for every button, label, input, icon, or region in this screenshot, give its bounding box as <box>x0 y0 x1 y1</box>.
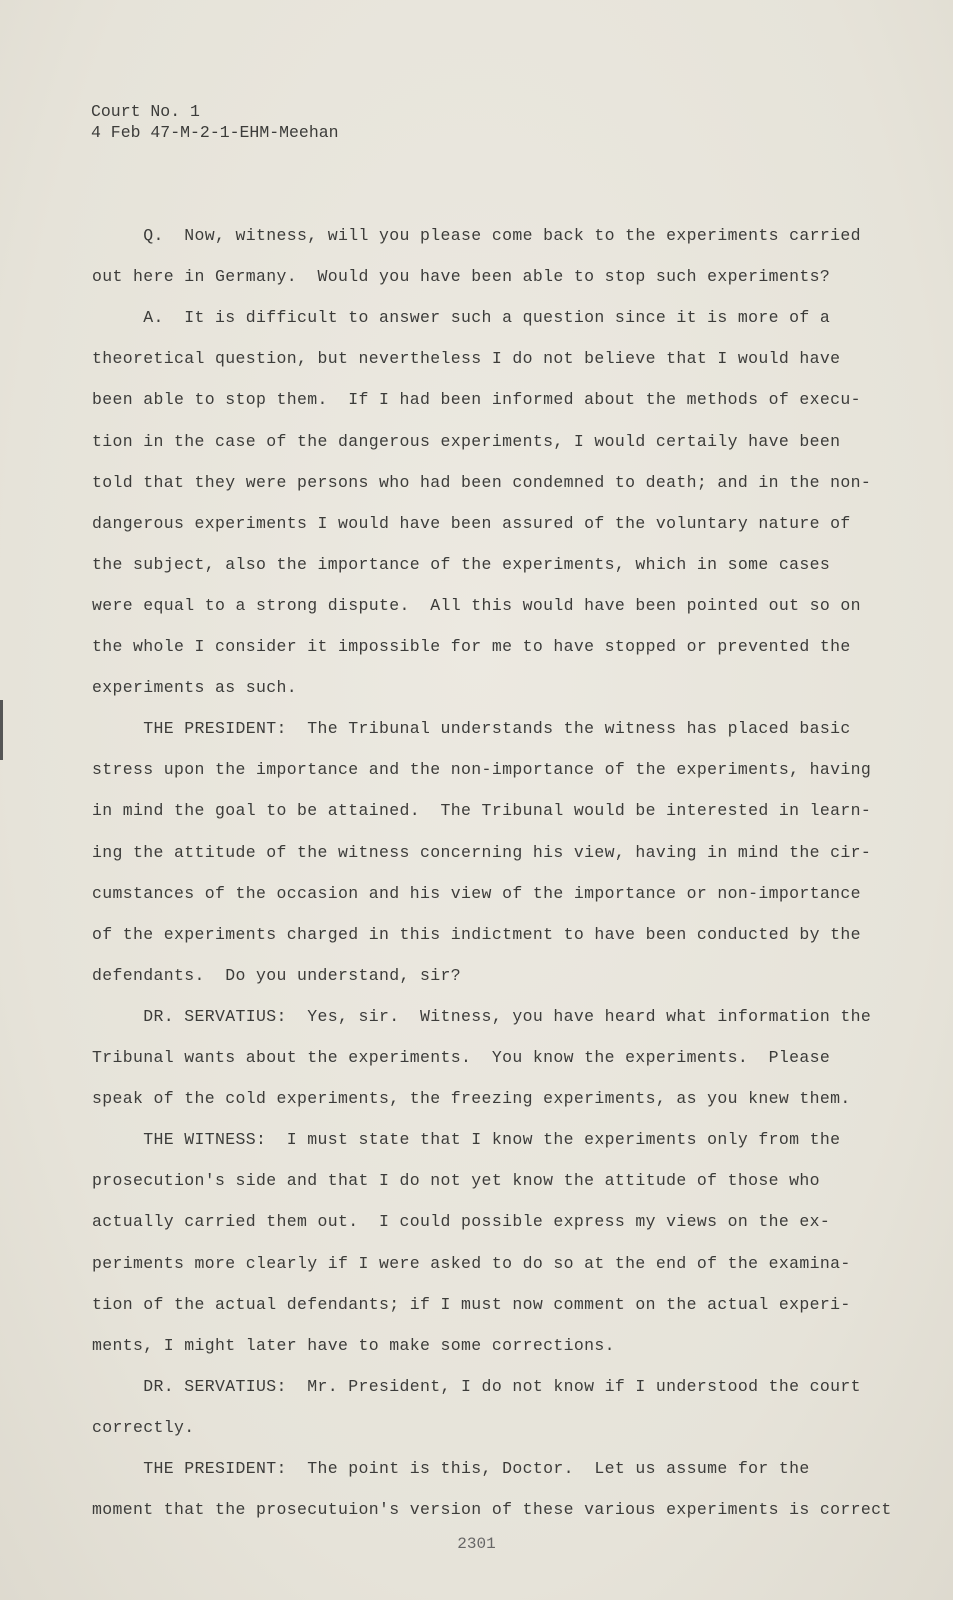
transcript-line: actually carried them out. I could possible express my views on the ex- <box>92 1212 831 1232</box>
page-number: 2301 <box>457 1535 496 1553</box>
transcript-line: told that they were persons who had been condemned to death; and in the non- <box>92 472 872 492</box>
transcript-line: correctly. <box>92 1417 195 1437</box>
transcript-line: prosecution's side and that I do not yet know the attitude of those who <box>92 1171 820 1191</box>
transcript-line: periments more clearly if I were asked to do so at the end of the examina- <box>92 1253 851 1273</box>
transcript-line: THE WITNESS: I must state that I know the experiments only from the <box>92 1130 841 1150</box>
transcript-line: dangerous experiments I would have been assured of the voluntary nature of <box>92 513 851 533</box>
court-number: Court No. 1 <box>91 102 200 121</box>
transcript-line: were equal to a strong dispute. All this would have been pointed out so on <box>92 595 861 615</box>
transcript-line: in mind the goal to be attained. The Tribunal would be interested in learn- <box>92 801 872 821</box>
transcript-line: speak of the cold experiments, the freezing experiments, as you knew them. <box>92 1089 851 1109</box>
transcript-line: Tribunal wants about the experiments. You know the experiments. Please <box>92 1048 831 1067</box>
transcript-line: experiments as such. <box>92 678 298 698</box>
transcript-line: THE PRESIDENT: The point is this, Doctor. Let us assume for the <box>92 1459 810 1478</box>
transcript-line: tion in the case of the dangerous experiments, I would certaily have been <box>92 431 841 451</box>
transcript-line: Q. Now, witness, will you please come back to the experiments carried <box>92 226 861 245</box>
transcript-line: theoretical question, but nevertheless I do not believe that I would have <box>92 349 841 369</box>
transcript-line: the subject, also the importance of the experiments, which in some cases <box>92 554 831 574</box>
transcript-line: DR. SERVATIUS: Yes, sir. Witness, you have heard what information the <box>92 1006 872 1026</box>
transcript-line: out here in Germany. Would you have been able to stop such experiments? <box>92 267 831 287</box>
transcript-line: defendants. Do you understand, sir? <box>92 965 462 985</box>
transcript-line: moment that the prosecutuion's version of these various experiments is correct <box>92 1500 892 1520</box>
transcript-line: A. It is difficult to answer such a question since it is more of a <box>92 308 831 328</box>
page-edge-mark <box>0 700 3 760</box>
transcript-line: of the experiments charged in this indictment to have been conducted by the <box>92 924 861 944</box>
transcript-line: been able to stop them. If I had been informed about the methods of execu- <box>92 390 861 410</box>
transcript-line: the whole I consider it impossible for me to have stopped or prevented the <box>92 637 851 656</box>
transcript-line: ments, I might later have to make some corrections. <box>92 1335 615 1355</box>
transcript-line: stress upon the importance and the non-importance of the experiments, having <box>92 760 872 780</box>
transcript-line: ing the attitude of the witness concerning his view, having in mind the cir- <box>92 842 872 862</box>
transcript-line: tion of the actual defendants; if I must now comment on the actual experi- <box>92 1294 851 1314</box>
transcript-line: DR. SERVATIUS: Mr. President, I do not know if I understood the court <box>92 1376 861 1396</box>
session-reference: 4 Feb 47-M-2-1-EHM-Meehan <box>91 123 339 142</box>
transcript-line: THE PRESIDENT: The Tribunal understands the witness has placed basic <box>92 719 851 739</box>
transcript-line: cumstances of the occasion and his view of the importance or non-importance <box>92 883 861 903</box>
